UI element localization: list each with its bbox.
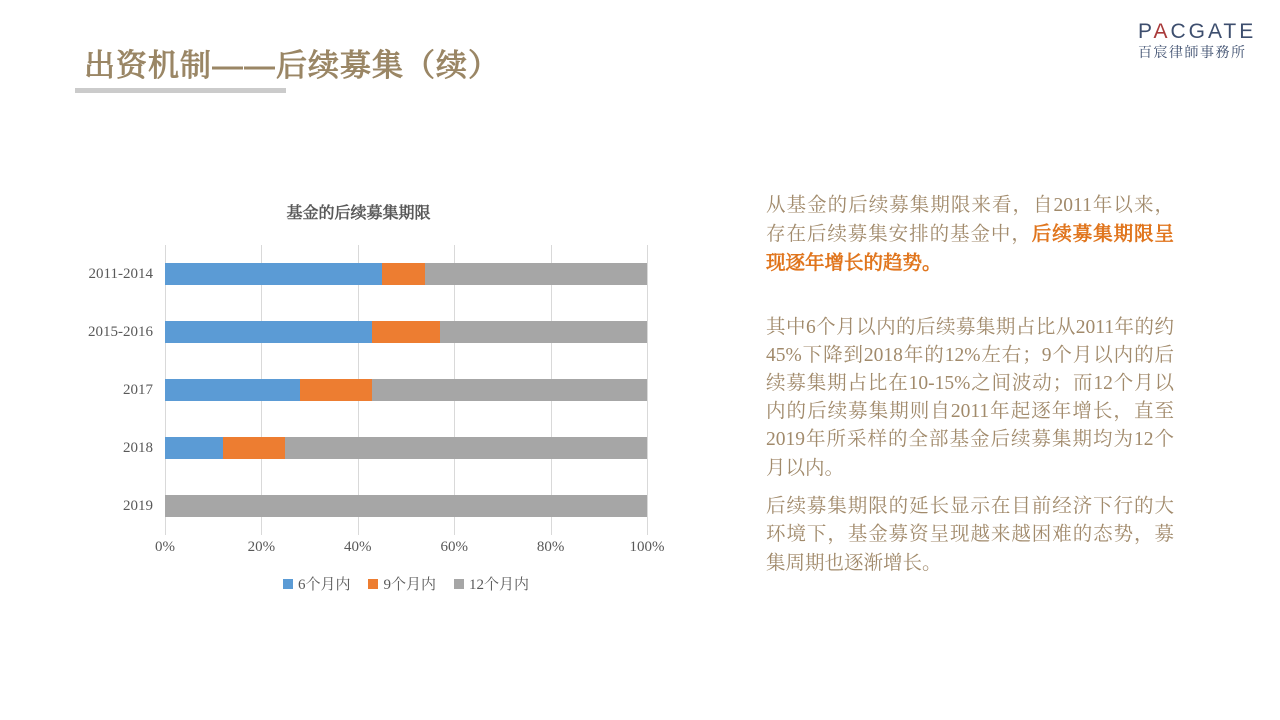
legend-label: 6个月内 xyxy=(297,577,351,593)
category-label: 2017 xyxy=(123,382,153,398)
bullet-text xyxy=(766,314,1174,483)
logo-subtitle: 百宸律師事務所 xyxy=(1138,44,1247,61)
bullet-text xyxy=(766,493,1174,578)
bullet-body: 后续募集期限的延长显示在目前经济下行的大环境下，基金募资呈现越来越困难的态势，募集周期也逐渐增长。 xyxy=(766,496,1174,574)
x-tick-label: 0% xyxy=(155,539,175,555)
bar-track xyxy=(165,437,647,459)
legend-swatch-icon xyxy=(368,579,378,589)
pacgate-logo xyxy=(1138,20,1256,60)
x-tick-label: 80% xyxy=(536,539,565,555)
bullet-body: 其中6个月以内的后续募集期占比从2011年的约45%下降到2018年的12%左右；9个月以内的后续募集期占比在10-15%之间波动；而12个月以内的后续募集期则自2011年起逐年增长，直至2019年所采样的全部基金后续募集期均为12个月以内。 xyxy=(766,317,1174,479)
bar-row-2015-2016 xyxy=(88,303,647,361)
bar-track xyxy=(165,495,647,517)
bullet-list xyxy=(742,192,1174,578)
legend-item-9个月内 xyxy=(368,573,436,594)
plot-area xyxy=(88,245,647,535)
followup-fundraising-chart xyxy=(70,200,670,594)
legend-swatch-icon xyxy=(283,579,293,589)
bar-segment-12个月内 xyxy=(372,379,647,401)
bar-track xyxy=(165,263,647,285)
x-axis xyxy=(155,539,665,561)
logo-brand-p1: P xyxy=(1138,20,1154,43)
x-tick-label: 40% xyxy=(344,539,372,555)
bar-segment-12个月内 xyxy=(165,495,647,517)
x-tick-label: 20% xyxy=(247,539,276,555)
bar-segment-12个月内 xyxy=(285,437,647,459)
bar-segment-9个月内 xyxy=(300,379,372,401)
category-label: 2011-2014 xyxy=(88,266,153,282)
square-bullet-icon xyxy=(742,500,752,510)
chart-legend xyxy=(165,573,647,594)
category-label: 2019 xyxy=(123,498,153,514)
bullet-text xyxy=(766,192,1174,278)
bullet-item xyxy=(742,192,1174,278)
bar-segment-12个月内 xyxy=(425,263,647,285)
chart-title: 基金的后续募集期限 xyxy=(286,205,431,222)
logo-brand-p2: CGATE xyxy=(1170,20,1257,43)
bar-row-2018 xyxy=(123,419,647,477)
bar-segment-6个月内 xyxy=(165,321,372,343)
category-label: 2018 xyxy=(123,440,153,456)
bullet-item xyxy=(742,314,1174,483)
bar-segment-6个月内 xyxy=(165,263,382,285)
category-label: 2015-2016 xyxy=(88,324,153,340)
bar-segment-9个月内 xyxy=(382,263,425,285)
square-bullet-icon xyxy=(742,199,752,209)
bullet-body: 从基金的后续募集期限来看，自2011年以来，存在后续募集安排的基金中， xyxy=(766,195,1174,245)
legend-label: 9个月内 xyxy=(383,577,436,593)
title-underline xyxy=(75,88,286,93)
bar-segment-9个月内 xyxy=(372,321,439,343)
bar-segment-9个月内 xyxy=(223,437,286,459)
bar-track xyxy=(165,321,647,343)
bar-segment-6个月内 xyxy=(165,379,300,401)
legend-item-6个月内 xyxy=(283,573,351,594)
legend-swatch-icon xyxy=(454,579,464,589)
page-title: 出资机制——后续募集（续） xyxy=(84,48,500,83)
legend-label: 12个月内 xyxy=(469,577,530,593)
legend-item-12个月内 xyxy=(454,573,529,594)
logo-brand-red-letter: A xyxy=(1153,20,1171,43)
bar-track xyxy=(165,379,647,401)
x-tick-label: 60% xyxy=(440,539,468,555)
square-bullet-icon xyxy=(742,321,752,331)
bar-segment-12个月内 xyxy=(440,321,647,343)
gridline xyxy=(647,245,648,535)
x-tick-label: 100% xyxy=(629,539,665,555)
bar-row-2017 xyxy=(123,361,647,419)
bar-row-2019 xyxy=(123,477,647,535)
logo-brand-text xyxy=(1138,20,1256,43)
bullet-item xyxy=(742,493,1174,578)
bar-row-2011-2014 xyxy=(88,245,647,303)
bar-segment-6个月内 xyxy=(165,437,223,459)
bullet-highlight: 后续募集期限呈现逐年增长的趋势。 xyxy=(766,223,1174,274)
